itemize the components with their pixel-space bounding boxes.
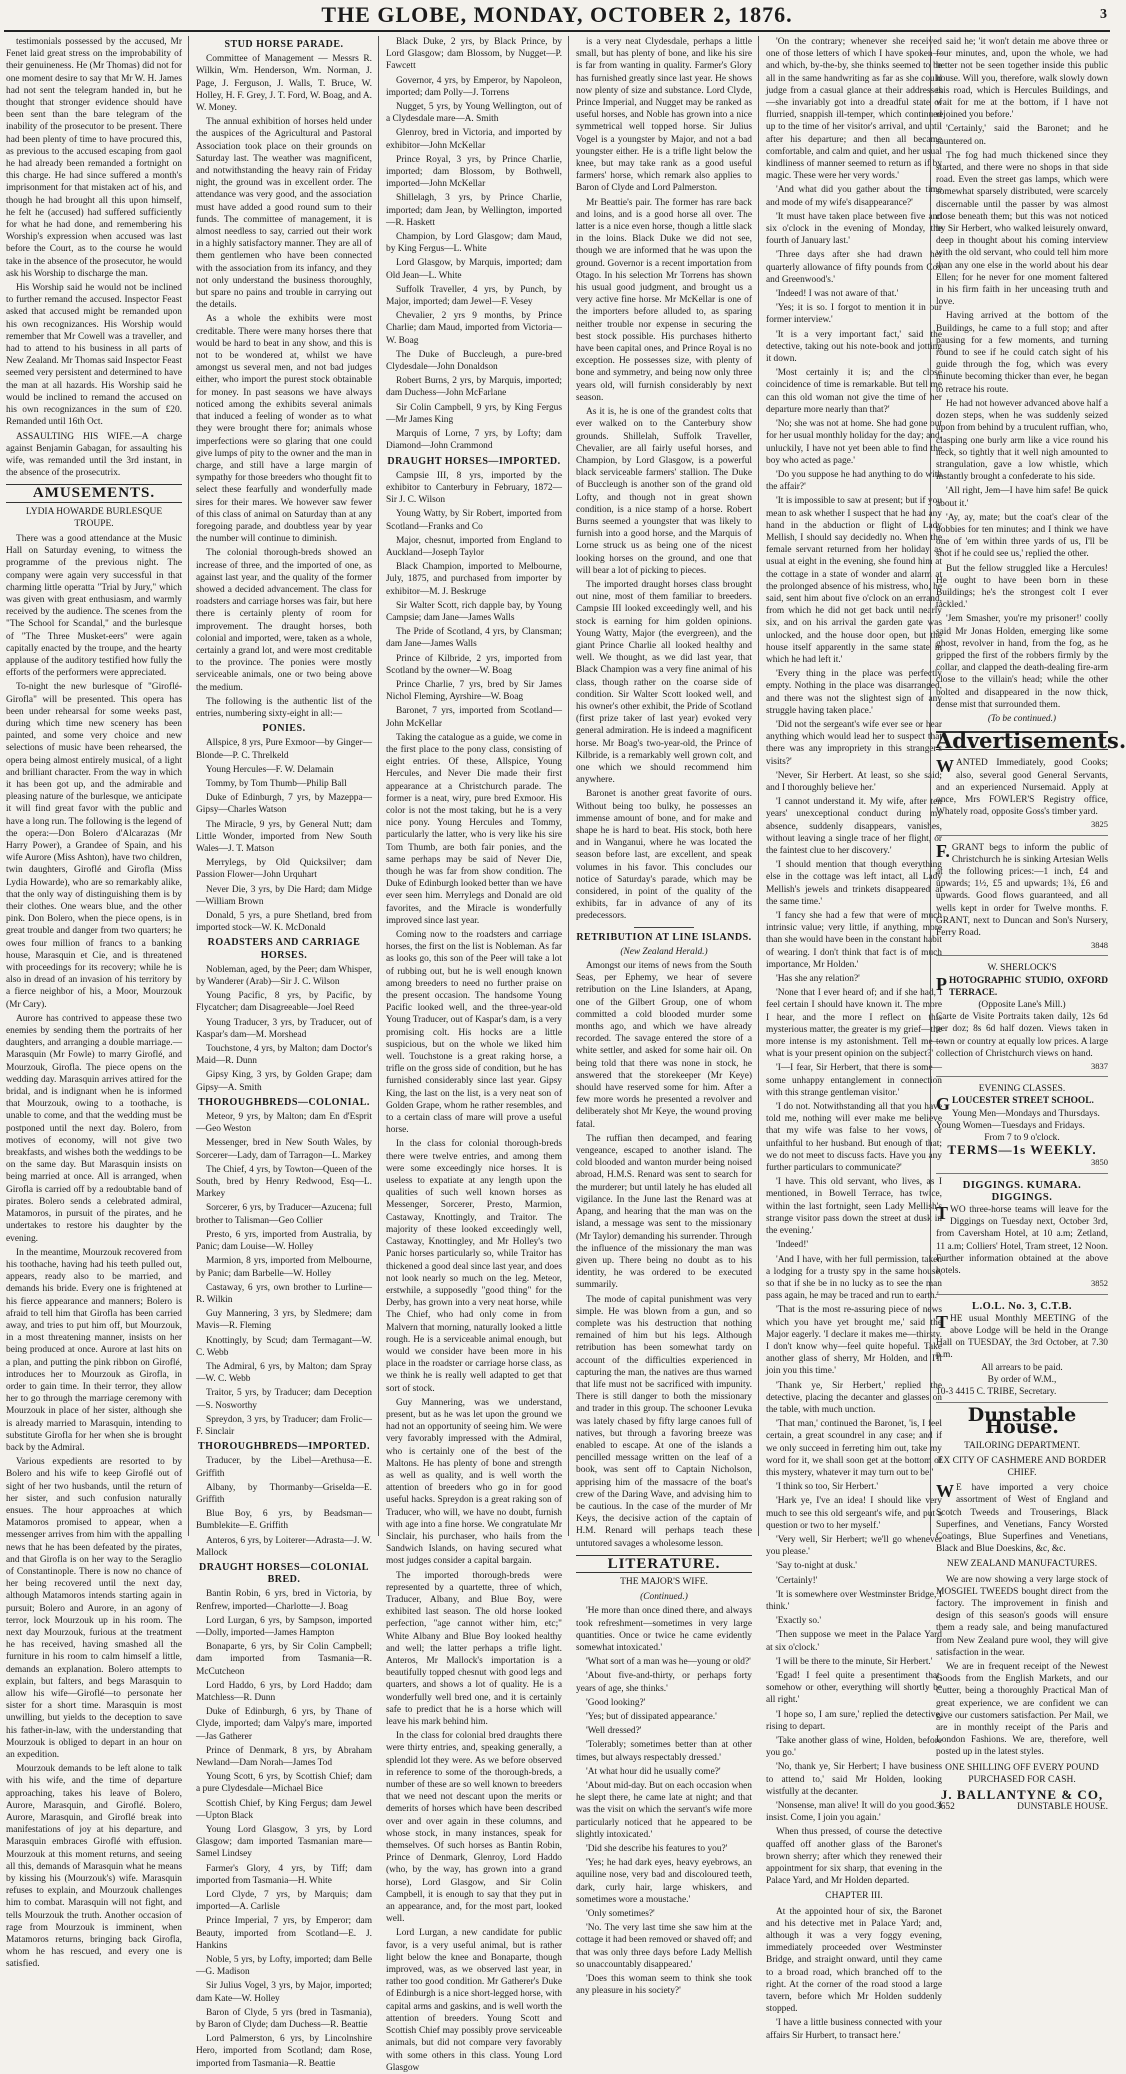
paragraph: Scottish Chief, by King Fergus; dam Jewel—Upton Black	[196, 1798, 372, 1821]
paragraph: 'Very well, Sir Herbert; we'll go whenever you please.'	[766, 1534, 942, 1558]
paragraph: Nobleman, aged, by the Peer; dam Whisper, by Wanderer (Arab)—Sir J. C. Wilson	[196, 964, 372, 988]
paragraph: As it is, he is one of the grandest colts that ever walked on to the Canterbury show grounds. Shillelah, Suffolk Traveller, Chevalier, are all fairly useful horses, and Champion, by Lord Glasgow, is a powerful black serviceable farmers' stallion. The Duke of Buccleugh is another son of the grand old Lofty, and though not in great shown condition, is a nice stamp of a horse. Robert Burns seemed a youngster that was likely to furnish into a good horse, and the Marquis of Lorne struck us as being one of the nicest looking horses on the ground, and one that will bear a lot of picking to pieces.	[576, 407, 752, 576]
paragraph: Bantin Robin, 6 yrs, bred in Victoria, by Renfrew, imported—Charlotte—J. Boag	[196, 1589, 372, 1612]
story-end: (To be continued.)	[987, 713, 1057, 724]
paragraph: 'I cannot understand it. My wife, after ten years' unexceptional conduct during my absence, suddenly disappears, vanishes, without leaving a single trace of her flight, or the faintest clue to her discovery.'	[766, 797, 942, 856]
drop-cap: G	[936, 1094, 951, 1115]
paragraph: Spreydon, 3 yrs, by Traducer; dam Frolic—F. Sinclair	[196, 1414, 372, 1437]
paragraph: Robert Burns, 2 yrs, by Marquis, imported; dam Duchess—John McFarlane	[386, 376, 562, 399]
paragraph: 'Do you suppose he had anything to do with the affair?'	[766, 469, 942, 493]
paragraph: Having arrived at the bottom of the Buildings, he came to a full stop; and after pausing for a few moments, and turning round to see if he could catch sight of his guide through the fog, which was every minute becoming thicker than ever, he began to retrace his route.	[936, 311, 1108, 395]
stud-heading: STUD HORSE PARADE.	[224, 39, 344, 50]
paragraph: Traducer, by the Libel—Arethusa—E. Griffith	[196, 1456, 372, 1479]
paragraph: Champion, by Lord Glasgow; dam Maud, by King Fergus—L. White	[386, 232, 562, 255]
paragraph: 'I do not. Notwithstanding all that you have told me, nothing will ever make me believe that my wife was false to her vows, or unfaithful to her husband. But enough of that; we do not meet to discuss facts. Have you any further particulars to communicate?'	[766, 1102, 942, 1174]
paragraph: Governor, 4 yrs, by Emperor, by Napoleon, imported; dam Polly—J. Torrens	[386, 75, 562, 98]
paragraph: 'Never, Sir Herbert. At least, so she said; and I thoroughly believe her.'	[766, 770, 942, 793]
paragraph: 'Exactly so.'	[776, 1616, 822, 1627]
lydia-article	[6, 533, 182, 1971]
paragraph: Knottingly, by Scud; dam Termagant—W. C. Webb	[196, 1335, 372, 1358]
page-number: 3	[1100, 7, 1108, 22]
paragraph: Touchstone, 4 yrs, by Malton; dam Doctor's Maid—R. Dunn	[196, 1044, 372, 1067]
ad-text: ANTED Immediately, good Cooks; also, several good General Servants, and an experienced Nursemaid. Apply at once, Mrs FOWLER'S Registry office, Whately road, opposite Goss's timber yard.	[936, 758, 1108, 818]
dunstable-offer: ONE SHILLING OFF EVERY POUND PURCHASED FOR CASH.	[945, 1762, 1099, 1785]
paragraph: Lord Clyde, 7 yrs, by Marquis; dam imported—A. Carlisle	[196, 1890, 372, 1913]
paragraph: Coming now to the roadsters and carriage horses, the first on the list is Nobleman. As far as looks go, this son of the Peer will take a lot of rubbing out, but he is well enough known among breeders to need no further praise on the present occasion. The handsome Young Pacific looked well, and the three-year-old Young Traducer, out of Kaspar's dam, is a very promising colt. His hocks are a little suspicious, but on the whole we liked him well. Touchstone is a great raking horse, a trifle on the gross side of condition, but he has furnished considerably since last year. Gipsy King, the last on the list, is a very neat son of Golden Grape, whom he rather resembles, and to a certain class of mare will prove a useful horse.	[386, 930, 562, 1136]
paragraph: The imported thorough-breds were represented by a quartette, three of which, Traducer, Albany, and Blue Boy, were exhibited last season. The old horse looked perfection, "age cannot wither him, etc;" White Albany and Blue Boy looked healthy and well; the latter perhaps a trifle light. Anteros, Mr Mallock's importation is a beautifully topped chesnut with good legs and quarters, and shows a lot of quality. He is a wonderfully well bred one, and it is certainly safe to predict that he is a horse which will leave his mark behind him.	[386, 1570, 562, 1728]
stud-intro	[196, 53, 372, 720]
paragraph: Meteor, 9 yrs, by Malton; dam En d'Esprit—Geo Weston	[196, 1112, 372, 1135]
paragraph: Baron of Clyde, 5 yrs (bred in Tasmania), by Baron of Clyde; dam Duchess—R. Beattie	[196, 2007, 372, 2031]
paragraph: 'It is somewhere over Westminster Bridge, I think.'	[766, 1589, 942, 1612]
paragraph: But the fellow struggled like a Hercules! He ought to have been born in these Buildings; he's the strongest colt I ever tackled.'	[936, 563, 1108, 611]
paragraph: Taking the catalogue as a guide, we come in the first place to the pony class, consisting of eight entries. Of these, Allspice, Young Hercules, and Never Die made their first appearance at a Christchurch parade. The former is a neat, wiry, pure bred Exmoor. His color is not the most taking, but he is a very nice pony. Young Hercules and Tommy, particularly the latter, who is very like his sire Tom Thumb, are both fair ponies, and the same perhaps may be said of Never Die, though he was far from show condition. The Duke of Edinburgh looked better than we have ever seen him. Merrylegs and Donald are old favorites, and the Miracle is wonderfully improved since last year.	[386, 732, 562, 926]
paragraph: Guy Mannering, 3 yrs, by Sledmere; dam Mavis—R. Fleming	[196, 1309, 372, 1332]
paragraph: 'Certainly!'	[776, 1575, 818, 1586]
paragraph: Young Hercules—F. W. Delamain	[206, 764, 334, 775]
paragraph: 'It must have taken place between five and six o'clock in the evening of Monday, the fourth of January last.'	[766, 211, 942, 247]
ad-text: GRANT begs to inform the public of Christchurch he is sinking Artesian Wells at the following prices:—1 inch, £4 and upwards; 1½, £5 and upwards; 1¾, £6 and upwards. Good flows guaranteed, and all wells kept in order for Twelve months. F. GRANT, next to Duncan and Son's Nursery, Ferry Road.	[936, 842, 1108, 939]
dunstable-footer	[936, 1801, 1108, 1813]
masthead-rule	[4, 30, 1110, 32]
paragraph: Presto, 6 yrs, imported from Australia, by Panic; dam Louise—W. Holley	[196, 1229, 372, 1253]
paragraph: 'Only sometimes?'	[586, 1909, 655, 1920]
ad-school: LOUCESTER STREET SCHOOL.	[952, 1096, 1094, 1107]
paragraph: 'All right, Jem—I have him safe! Be quick about it.'	[936, 486, 1108, 509]
column-rule	[378, 36, 379, 1536]
drop-cap: T	[936, 1203, 949, 1224]
imported-heading: THOROUGHBREDS—IMPORTED.	[198, 1441, 370, 1453]
paragraph: Suffolk Traveller, 4 yrs, by Punch, by Major, imported; dam Jewel—F. Vesey	[386, 284, 562, 308]
drop-cap: W	[936, 1481, 954, 1502]
paragraph: There was a good attendance at the Music Hall on Saturday evening, to witness the programme of the previous night. The company were again very successful in that charming little operatta "Trial by Jury," which was given with great enthusiasm, and warmly received by the audience. The scenes from the "The School for Scandal," and the burlesque of "The Three Musket-eers" were again capitally enacted by the troupe, and the hearty applause of the auditory testified how fully the efforts of the performers were appreciated.	[6, 533, 182, 679]
paragraph: Allspice, 8 yrs, Pure Exmoor—by Ginger—Blonde—P. C. Threlkeld	[196, 738, 372, 761]
ad-name: W. SHERLOCK'S	[987, 963, 1057, 974]
paragraph: 'Hark ye, I've an idea! I should like very much to see this old sergeant's wife, and put a question or two to her myself.'	[766, 1496, 942, 1531]
paragraph: Lord Palmerston, 6 yrs, by Lincolnshire Hero, imported from Scotland; dam Rose, imported from Tasmania—R. Beattie	[196, 2034, 372, 2069]
ad-title: HOTOGRAPHIC STUDIO, OXFORD TERRACE.	[949, 975, 1108, 998]
drop-cap: P	[936, 973, 947, 994]
paragraph: 'That man,' continued the Baronet, 'is, I feel certain, a great scoundrel in any case; and if we only succeed in ferreting him out, take my word for it, we shall soon get at the bottom of this mystery, whatever it may turn out to be.'	[766, 1419, 942, 1478]
drop-cap: T	[936, 1311, 949, 1332]
column-4	[576, 36, 752, 1997]
paragraph: 'Egad! I feel quite a presentiment that, somehow or other, everything will shortly be all right.'	[766, 1671, 942, 1706]
paragraph: At the appointed hour of six, the Baronet and his detective met in Palace Yard; and, although it was a very foggy evening, immediately proceeded over Westminster Bridge, and straight onward, until they came to a broad road, which branched off to the right. At the corner of the road stood a large tavern, before which Mr Holden suddenly stopped.	[766, 1906, 942, 2015]
ad-text: WO three-horse teams will leave for the Diggings on Tuesday next, October 3rd, from Caversham Hotel, at 10 a.m; Zetland, 11 a.m; Colliers' Hotel, Tram street, 12 Noon. Further information obtained at the above hotels.	[936, 1205, 1108, 1277]
paragraph: 'It is a very important fact,' said the detective, taking out his note-book and jotting it down.	[766, 329, 942, 365]
paragraph: Donald, 5 yrs, a pure Shetland, bred from imported stock—W. K. McDonald	[196, 911, 372, 934]
paragraph: Lord Lurgan, 6 yrs, by Sampson, imported—Dolly, imported—James Hampton	[196, 1615, 372, 1638]
paragraph: 'I think so too, Sir Herbert.'	[776, 1482, 879, 1493]
paragraph: The Duke of Buccleugh, a pure-bred Clydesdale—John Donaldson	[386, 349, 562, 373]
paragraph: To-night the new burlesque of "Giroflé-Girofla" will be presented. This opera has been under rehearsal for some weeks past, during which time new scenery has been painted, and some very choice and new selections of music have been rehearsed, the opera being almost entirely musical, of a light and brilliant character. From the way in which it has been got up, and the admirable and pleasing nature of the burlesque, we anticipate it will find great favor with the public and have a long run. The following is the legend of the opera:—Don Bolero d'Alcarazas (Mr Harry Power), a Grandee of Spain, and his wife Aurore (Miss Ashton), have two children, twin daughters, Giroflé and Girofla (Miss Lydia Howarde), who are so remarkably alike, that the only way of distinguishing them is by their clothes. One wears blue, and the other pink. Don Bolero, when the piece opens, is in great trouble and danger from two quarters; he owes four million of francs to a banking house, Marasquin et Cie, and is threatened with proceedings for its recovery; while he is also in dread of an invasion of his territory by a fierce neighbor of his, a Moor, Mourzouk (Mr Cary).	[6, 682, 182, 1010]
paragraph: Farmer's Glory, 4 yrs, by Tiff; dam imported from Tasmania—H. White	[196, 1863, 372, 1886]
paragraph: The ruffian then decamped, and fearing vengeance, escaped to another island. The cold blooded and wanton murder being noised abroad, H.M.S. Renard was sent to search for the murderer; but until lately he has eluded all vigilance. In the June last the Renard was at Apang, and hearing that the man was on the island, a message was sent to the missionary (Mr Taylor) demanding his surrender. Through the influence of the missionary the man was given up. There being no doubt as to his identity, he was ordered to be executed summarily.	[576, 1133, 752, 1291]
draught-imported-list	[386, 470, 562, 730]
retribution-source: (New Zealand Herald.)	[620, 946, 708, 957]
paragraph: 'What sort of a man was he—young or old?'	[586, 1657, 751, 1668]
paragraph: 'That is the most re-assuring piece of news which you have yet brought me,' said the Major eagerly. 'I declare it makes me—thirsty. I don't know why—feel quite hopeful. Take another glass of sherry, Mr Holden, and I'll join you this time.'	[766, 1305, 942, 1377]
stud-review	[386, 732, 562, 2074]
story-text-3	[936, 36, 1108, 711]
paragraph: 'Three days after she had drawn her quarterly allowance of fifty pounds from Cox and Greenwood's.'	[766, 250, 942, 285]
paragraph: Glenroy, bred in Victoria, and imported by exhibitor—John McKellar	[386, 128, 562, 151]
ad-ref: 3848	[1091, 940, 1108, 951]
chapter-text	[766, 1906, 942, 2042]
paragraph: 'And what did you gather about the time and mode of my wife's disappearance?'	[766, 185, 942, 208]
column-rule	[930, 36, 931, 1536]
paragraph: Baronet is another great favorite of ours. Without being too bulky, he possesses an immense amount of bone, and for make and shape he is hard to beat. His stock, both here and in Wanganui, where he was located the season before last, are excellent, and speak volumes in his favor. This concludes our notice of Saturday's parade, which may be considered, in point of the quality of the exhibits, far in advance of any of its predecessors.	[576, 789, 752, 922]
dunstable-dept: TAILORING DEPARTMENT.	[964, 1440, 1080, 1451]
paragraph: Marmion, 8 yrs, imported from Melbourne, by Panic; dam Barbelle—W. Holley	[196, 1256, 372, 1279]
paragraph: 'I will be there to the minute, Sir Herbert.'	[776, 1656, 933, 1667]
ad-evening-classes	[936, 1080, 1108, 1173]
paragraph: 'None that I ever heard of; and if she had, I feel certain I should have known it. The more I hear, and the more I reflect on this mysterious matter, the greater is my grief—the more intense is my astonishment. Tell me—what is your present opinion on the subject?'	[766, 988, 942, 1060]
paragraph: 'Indeed!'	[776, 1240, 809, 1251]
ad-order: By order of W.M.,	[987, 1374, 1057, 1385]
ad-address: (Opposite Lane's Mill.)	[978, 1000, 1066, 1011]
ponies-list	[196, 737, 372, 934]
paragraph: Nugget, 5 yrs, by Young Wellington, out of a Clydesdale mare—A. Smith	[386, 102, 562, 125]
paragraph: 'I have. This old servant, who lives, as I mentioned, in Bowell Terrace, has twice, within the last fortnight, seen Lady Mellish's strange visitor pass down the street at dusk in the evening.'	[766, 1177, 942, 1237]
paragraph: Young Watty, by Sir Robert, imported from Scotland—Franks and Co	[386, 509, 562, 532]
paragraph: Traitor, 5 yrs, by Traducer; dam Deception—S. Nosworthy	[196, 1388, 372, 1411]
ad-grant	[936, 839, 1108, 957]
paragraph: 'Did not the sergeant's wife ever see or hear anything which would lead her to suspect that there was any impropriety in this stranger's visits?'	[766, 719, 942, 767]
paragraph: 'I hope so, I am sure,' replied the detective, rising to depart.	[766, 1709, 942, 1732]
paragraph: The annual exhibition of horses held under the auspices of the Agricultural and Pastoral Association took place on their grounds on Saturday last. The weather was magnificent, and notwithstanding the heavy rain of Friday night, the ground was in excellent order. The attendance was very good, and the association must have added a good round sum to their funds. The committee of management, it is almost needless to say, carried out their work in a highly satisfactory manner. They are all of them gentlemen who have been connected with the association from its infancy, and they not only understand the business thoroughly, but spare no pains and trouble in carrying out the details.	[196, 117, 372, 311]
ad-sign: 10-3 4415 C. TRIBE, Secretary.	[936, 1386, 1057, 1397]
paragraph: 'No. The very last time she saw him at the cottage it had been removed or shaved off; and that was only three days before Lady Mellish so unaccountably disappeared.'	[576, 1923, 752, 1970]
paragraph: The following is the authentic list of the entries, numbering sixty-eight in all:—	[196, 696, 372, 719]
paragraph: 'Tolerably; sometimes better than at other times, but always respectably dressed.'	[576, 1740, 752, 1763]
paragraph: 'Yes; he had dark eyes, heavy eyebrows, an aquiline nose, very bad and discoloured teeth, dark, curly hair, large whiskers, and sometimes wore a moustache.'	[576, 1858, 752, 1905]
paragraph: 'And I have, with her full permission, taken a lodging for a trusty spy in the same house, so that if she be in no lucky as to see the man pass again, he may be traced and run to earth.'	[766, 1254, 942, 1302]
paragraph: 'Did she describe his features to you?'	[586, 1844, 728, 1855]
ad-sherlock	[936, 959, 1108, 1077]
paragraph: 'On the contrary; whenever she received one of those letters of which I have spoken—and which, by-the-by, she thinks seemed to be all in the same handwriting as far as she could judge from a casual glance at their addresses—she invariably got into a dreadful state of flurried, snappish ill-temper, which continued up to the time of her visitor's arrival, and until after his departure; and then all became comfortable, and calm and quiet, and her usual kindliness of manner seemed to return as if by magic. These were her very words.'	[766, 37, 942, 182]
court-report	[6, 36, 182, 479]
paragraph: 'I—I fear, Sir Herbert, that there is some—some unhappy entanglement in connection with this strange gentleman visitor.'	[766, 1063, 942, 1098]
paragraph: Chevalier, 2 yrs 9 months, by Prince Charlie; dam Maud, imported from Victoria—W. Boag	[386, 311, 562, 346]
paragraph: The Pride of Scotland, 4 yrs, by Clansman; dam Jane—James Walls	[386, 627, 562, 650]
paragraph: 'At what hour did he usually come?'	[586, 1766, 721, 1777]
paragraph: Mr Beattie's pair. The former has rare back and loins, and is a good horse all over. The latter is a nice even horse, though a little slack in the loins. Black Duke we did not see, though we are informed that he was upon the ground. Governor is a recent importation from Otago. In his selection Mr Torrens has shown his usual good judgment, and brought us a very active fine horse. Mr McKellar is one of the importers before alluded to, as sparing neither trouble nor expense in securing the best stock possible. His purchases hitherto have been capital ones, and Prince Royal is no exception. He possesses size, with plenty of bone and symmetry, and being now only three years old, will furnish considerably by next season.	[576, 197, 752, 403]
dunstable-house: DUNSTABLE HOUSE.	[1017, 1802, 1108, 1813]
column-2	[196, 36, 372, 2069]
paragraph: Marquis of Lorne, 7 yrs, by Lofty; dam Diamond—John Crammond	[386, 429, 562, 452]
ad-line: Young Women—Tuesdays and Fridays.	[936, 1120, 1085, 1131]
paragraph: His Worship said he would not be inclined to further remand the accused. Inspector Feast asked that accused might be remanded upon his own recognizances. His Worship would remember that Mr Cowell was a traveller, and had to attend to his business in all parts of New Zealand. Mr Thomas said Inspector Feast seemed very persistent and determined to have the man at all hazards. His Worship said he would be inclined to remand the accused on his own recognizances in the sum of £20. Remanded until 16th Oct.	[6, 283, 182, 428]
paragraph: 'Jem Smasher, you're my prisoner!' coolly said Mr Jonas Holden, emerging like some ghost, revolver in hand, from the fog, as he gripped the first of the robbers firmly by the collar, and clapped the death-dealing fire-arm close to the villain's head; while the other bolted and disappeared in the now thick, dense mist that surrounded them.	[936, 614, 1108, 710]
ad-hours: From 7 to 9 o'clock.	[984, 1133, 1060, 1144]
story-continued: (Continued.)	[640, 1592, 688, 1603]
paragraph: Prince of Denmark, 8 yrs, by Abraham Newland—Dam Norah—James Tod	[196, 1745, 372, 1769]
paragraph: Anteros, 6 yrs, by Loiterer—Adrasta—J. W. Mallock	[196, 1535, 372, 1558]
paragraph: Black Duke, 2 yrs, by Black Prince, by Lord Glasgow; dam Blossom, by Nugget—P. Fawcett	[386, 37, 562, 72]
ad-arrears: All arrears to be paid.	[981, 1362, 1063, 1373]
paragraph: Campsie III, 8 yrs, imported by the exhibitor to Canterbury in February, 1872—Sir J. C. Wilson	[386, 470, 562, 506]
paragraph: 'Certainly,' said the Baronet; and he sauntered on.	[936, 124, 1108, 147]
paragraph: Major, chesnut, imported from England to Auckland—Joseph Taylor	[386, 535, 562, 558]
masthead	[0, 0, 1114, 30]
paragraph: Amongst our items of news from the South Seas, per Ephemy, we hear of severe retribution on the Line Islanders, at Apang, one of the Gilbert Group, one of whom committed a cold blooded murder some months ago, and which we have already recorded. The savage entered the store of a white settler, and asked for some hair oil. On being told that there was none in stock, he answered that the storekeeper (Mr Keye) should have reserved some for him. After a few more words he presented a revolver and deliberately shot Mr Keye, the wound proving fatal.	[576, 961, 752, 1130]
paragraph: The mode of capital punishment was very simple. He was blown from a gun, and so complete was his destruction that nothing remained of him but his legs. Although retribution has been somewhat tardy on account of the difficulties experienced in capturing the man, the natives are thus warned that life must not be sacrificed with impunity. There is still danger to both the missionary and trader in this group. The schooner Levuka was lately chased by fifty large canoes full of natives, but through a favoring breeze was enabled to escape. At one of the islands a pencilled message written on the leaf of a book, was sent off to Captain Nicholson, apprising him of the massacre of the boat's crew of the Daring Wave, and advising him to be cautious. In the case of the murder of Mr Keys, the decisive action of the captain of H.M. Renard will perhaps teach these untutored savages a wholesome lesson.	[576, 1294, 752, 1549]
story-title: THE MAJOR'S WIFE.	[620, 1576, 708, 1587]
masthead-title: THE GLOBE, MONDAY, OCTOBER 2, 1876.	[321, 2, 793, 27]
ad-ref: 3852	[1091, 1278, 1108, 1289]
paragraph: 'I fancy she had a few that were of much intrinsic value; very little, if anything, more than she would have been in the constant habit of wearing. I don't think that fact is of much importance, Mr Holden.'	[766, 911, 942, 970]
dunstable-p1: We are now showing a very large stock of MOSGIEL TWEEDS bought direct from the factory. The improvement in finish and design of this season's goods will ensure them a ready sale, and being manufactured from New Zealand pure wool, they will give satisfaction in the wear.	[936, 1574, 1108, 1658]
paragraph: The Admiral, 6 yrs, by Malton; dam Spray—W. C. Webb	[196, 1361, 372, 1385]
paragraph: Various expedients are resorted to by Bolero and his wife to keep Giroflé out of sight of her two husbands, until the return of her sister, and such confusion naturally ensues. The hour approaches at which Matamoros promised to appear, when a messenger arrives from him with the appalling news that he has been defeated by the pirates, and that Girofla is on her way to the Seraglio of Constantinople. There is now no chance of her being recovered until the next day, although Matamoros intends starting again in pursuit; Bolero and Aurore, in an agony of terror, lock Mourzouk up in his room. The next day Mourzouk, furious at the treatment he has received, having smashed all the furniture in his room to calm himself a little, demands an explanation. Bolero attempts to explain, but falters, and begs Marasquin to allow his wife—Giroflé—to personate her sister for a short time. Marasquin is most unwilling, but yields to the deception to save his father-in-law, with the understanding that Mourzouk is obliged to depart in an hour on an expedition.	[6, 1457, 182, 1761]
paragraph: The imported draught horses class brought out nine, most of them familiar to breeders. Campsie III looked exceedingly well, and his stock is earning for him golden opinions. Young Watty, Major (the evergreen), and the giant Prince Charlie all looked healthy and well. We thought, as we did last year, that Black Champion was a very fine animal of his class, though rather on the coarse side of condition. Sir Walter Scott looked well, and his owner's other exhibit, the Pride of Scotland (first prize taker of last year) evoked very general admiration. He is indeed a magnificent horse. Mr Boag's two-year-old, the Prince of Kilbride, is a remarkably well grown colt, and one which we should recommend him anywhere.	[576, 579, 752, 786]
paragraph: 'Most certainly it is; and the close coincidence of time is remarkable. But tell me can this old woman not give the time of her departure more nearly than that?'	[766, 368, 942, 415]
column-rule	[568, 36, 569, 1536]
imported-list	[196, 1455, 372, 1559]
paragraph: Mourzouk demands to be left alone to talk with his wife, and the time of departure approaching, takes his leave of Bolero, Aurore, Marasquin, and Giroflé. Bolero, Aurore, Marasquin, and Giroflé break into manifestations of joy at his departure, and Marasquin embraces Giroflé with effusion. Mourzouk at this moment returns, and seeing all this, demands of Marasquin what he means by kissing his (Mourzouk's) wife. Marasquin refuses to explain, and Mourzouk challenges him to combat. Marasquin will not fight, and tells Mourzouk the truth. Another occasion of rage from Mourzouk is imminent, when Matamoros returns, bringing back Girofla, whom he has rescued, and every one is satisfied.	[6, 1764, 182, 1970]
divider	[634, 927, 694, 928]
ad-diggings	[936, 1177, 1108, 1295]
paragraph: Never Die, 3 yrs, by Die Hard; dam Midge—William Brown	[196, 884, 372, 907]
ad-dunstable	[936, 1404, 1108, 1813]
paragraph: 'Thank ye, Sir Herbert,' replied the detective, placing the decanter and glasses on the table, with much unction.	[766, 1380, 942, 1415]
story-text	[576, 1605, 752, 1997]
dunstable-text: E have imported a very choice assortment of West of England and Scotch Tweeds and Trouserings, Black Superfines, and Venetians, Fancy Worsted Coatings, Blue Superfines and Venetians, Black and Blue Doeskins, &c, &c.	[936, 1483, 1108, 1555]
column-rule	[188, 36, 189, 1536]
paragraph: Sir Walter Scott, rich dapple bay, by Young Campsie; dam Jane—James Walls	[386, 600, 562, 623]
ad-wanted	[936, 754, 1108, 835]
ad-ref: 3652	[936, 1802, 955, 1813]
paragraph: Sorcerer, 6 yrs, by Traducer—Azucena; full brother to Talisman—Geo Collier	[196, 1203, 372, 1226]
paragraph: Merrylegs, by Old Quicksilver; dam Passion Flower—John Urquhart	[196, 858, 372, 881]
ad-title: L.O.L. No. 3, C.T.B.	[972, 1300, 1072, 1312]
ad-terms: TERMS—1s WEEKLY.	[947, 1142, 1097, 1158]
paragraph: 'Well dressed?'	[586, 1726, 642, 1737]
paragraph: Messenger, bred in New South Wales, by Sorcerer—Lady, dam of Tarragon—L. Markey	[196, 1138, 372, 1161]
story-text-2	[766, 36, 942, 1887]
review-continued	[576, 36, 752, 923]
retribution-heading: RETRIBUTION AT LINE ISLANDS.	[576, 931, 752, 943]
paragraph: Noble, 5 yrs, by Lofty, imported; dam Belle—G. Madison	[196, 1955, 372, 1978]
dunstable-p2: We are in frequent receipt of the Newest Goods from the English Markets, and our Cutter, being a thoroughly Practical Man of great experience, we are confident we can give our customers satisfaction. Per Mail, we are in monthly receipt of the Paris and London Fashions. We are, therefore, well posted up in the latest styles.	[936, 1661, 1108, 1758]
paragraph: 'It is impossible to saw at present; but if you mean to ask whether I suspect that he had any hand in the abduction or flight of Lady Mellish, I should say decidedly no. When the female servant returned from her holiday as usual at eight in the evening, she found him at the cottage in a state of wonder and alarm at the prolonged absence of his mistress, who, he said, sent him about five o'clock on an errand, from which he did not get back until nearly six, and on his arrival the garden gate was unlocked, and the house door open, but the house itself apparently in the same state in which he had left it.'	[766, 496, 942, 665]
ad-line: Young Men—Mondays and Thursdays.	[952, 1108, 1100, 1119]
paragraph: 'I have a little business connected with your affairs Sir Hurbert, to transact here.'	[766, 2018, 942, 2041]
paragraph: In the class for colonial thorough-breds there were twelve entries, and among them were some exceedingly nice horses. It is useless to expatiate at any length upon the qualities of such well known horses as Messenger, Sorcerer, Presto, Marmion, Castaway, Knottingly, and Traitor. The majority of these looked exceedingly well, Castaway, Knottingley, and Mr Holley's two Panic horses particularly so, while Traitor has thickened a good deal since last year, and does not look nearly so much on the leg. Meteor, erstwhile, a supposedly "good thing" for the Derby, has grown into a very neat horse, while The Chief, who had only come in from Malvern that morning, naturally looked a little rough. He is a serviceable animal enough, but would we consider have been more in his place in the roadster or carriage horse class, as we think he is really well adapted to get that sort of stock.	[386, 1139, 562, 1394]
dunstable-nz: NEW ZEALAND MANUFACTURES.	[946, 1559, 1098, 1570]
paragraph: Baronet, 7 yrs, imported from Scotland—John McKellar	[386, 706, 562, 729]
draught-colonial-list	[196, 1588, 372, 2070]
advertisements-heading: Advertisements.	[936, 728, 1126, 754]
paragraph: 'No, thank ye, Sir Herbert; I have business to attend to,' said Mr Holden, looking wistfully at the decanter.	[766, 1762, 942, 1797]
paragraph: The colonial thorough-breds showed an increase of three, and the imported of one, as against last year, and the quality of the former showed a decided advancement. The class for roadsters and carriage horses was fair, but here there is certainly plenty of room for improvement. The draught horses, both colonial and imported, were, taken as a whole, certainly a grand lot, and were most creditable to the province. The ponies were mostly serviceable animals, one or two being above the medium.	[196, 548, 372, 693]
paragraph: Young Pacific, 8 yrs, by Pacific, by Flycatcher; dam Disagreeable—Joel Reed	[196, 991, 372, 1014]
paragraph: In the meantime, Mourzouk recovered from his toothache, having had his teeth pulled out, appears, ready also to be married, and demands his bride. Every one is frightened at his fierce appearance and manners; Bolero is afraid to tell him that Girofla has been carried away, and tries to put him off, but Mourzouk, in a most threatening manner, insists on her being produced at once. Aurore at last hits on a plan, and putting the pink ribbon on Giroflé, introduces her to Mourzouk as Girofla, in order to gain time. In their terror, they allow her to go through the marriage ceremony with Mourzouk in place of her sister, although she is already married to Marasquin, intending to substitute Girofla for her when she is brought back by the Admiral.	[6, 1247, 182, 1453]
paragraph: Committee of Management — Messrs R. Wilkin, Wm. Henderson, Wm. Norman, J. Page, J. Ferguson, J. Walls, T. Bruce, W. Holley, H. F. Grey, J. T. Ford, W. Boag, and A. W. Money.	[196, 54, 372, 114]
paragraph: 'Good looking?'	[586, 1697, 646, 1708]
paragraph: As a whole the exhibits were most creditable. There were many horses there that would be hard to beat in any show, and this is not to be wondered at, whilst we have amongst us several men, and not bad judges either, who import the purest stock obtainable for money. In past seasons we have always noticed among the exhibits several animals that induced a feeling of wonder as to what they were brought there for; animals whose imperfections were so glaring that one could give lumps of pity to the owner and the man in charge, and still have a large margin of sympathy for those breeders who thought fit to select these fearfully and wonderfully made sires for their mares. We however saw fewer of this class of animal on Saturday than at any foregoing parade, and doubtless year by year the number will continue to diminish.	[196, 314, 372, 545]
paragraph: He had not however advanced above half a dozen steps, when he was suddenly seized upon from behind by a truculent ruffian, who, clasping one burly arm like a vice round his neck, so tightly that it well nigh amounted to strangulation, gave a low whistle, which instantly brought a confederate to his side.	[936, 398, 1108, 483]
paragraph: Lord Lurgan, a new candidate for public favor, is a very useful animal, but is rather light below the knee and Bonaparte, though improved, was, as we observed last year, in rather too good condition. Mr Gatherer's Duke of Edinburgh is a nice short-legged horse, with capital arms and gaskins, and is well worth the attention of breeders. Young Scott and Scottish Chief may possibly prove serviceable animals, but did not compare very favorably with some others in this class. Young Lord Glasgow	[386, 1928, 562, 2073]
paragraph: Prince Royal, 3 yrs, by Prince Charlie, imported; dam Blossom, by Bothwell, imported—John McKellar	[386, 154, 562, 190]
ad-text: HE usual Monthly MEETING of the above Lodge will be held in the Orange Hall on TUESDAY, the 3rd October, at 7.30 p.m.	[936, 1313, 1108, 1361]
paragraph: The Chief, 4 yrs, by Towton—Queen of the South, bred by Henry Redwood, Esq—L. Markey	[196, 1164, 372, 1200]
paragraph: Tommy, by Tom Thumb—Philip Ball	[206, 778, 347, 789]
lydia-heading: LYDIA HOWARDE BURLESQUE TROUPE.	[25, 506, 163, 529]
paragraph: testimonials possessed by the accused, Mr Fenet laid great stress on the improbability of their genuineness. He (Mr Thomas) did not for one moment desire to say that Mr W. H. James had not sent the telegram handed in, but he thought that stronger evidence should have been sent than the bare telegram of the inability of the prosecutor to be present. There had been plenty of time to have procured this, as previous to the accused escaping from gaol he had already been remanded a fortnight on this charge. He had since suffered a month's imprisonment for that mistaken act of his, and though he had brought all this upon himself, he felt he (accused) had suffered sufficiently for what he had done, and remembering his Worship's expression when accused was last before the Court, as to the course he would take in the absence of the prosecutor, he would ask his Worship to discharge the man.	[6, 37, 182, 279]
paragraph: 'Say to-night at dusk.'	[776, 1561, 857, 1572]
paragraph: 'Take another glass of wine, Holden, before you go.'	[766, 1736, 942, 1759]
paragraph: In the class for colonial bred draughts there were thirty entries, and, speaking generally, a splendid lot they were. As we before observed in reference to some of the thorough-breds, a number of these are so well known to breeders that we need not descant upon the merits or demerits of horses which have been described over and over again in these columns, and whose stock, in many instances, speak for themselves. Of such horses as Bantin Robin, Prince of Denmark, Glenroy, Lord Haddo (who, by the way, has grown into a grand horse), Lord Glasgow, and Sir Colin Campbell, it is enough to say that they put in an appearance, and, for the most part, looked well.	[386, 1731, 562, 1925]
ad-title: DIGGINGS. KUMARA. DIGGINGS.	[962, 1179, 1082, 1203]
paragraph: 'He more than once dined there, and always took refreshment—sometimes in very large quantities. Once or twice he came evidently somewhat intoxicated.'	[576, 1606, 752, 1653]
paragraph: 'Every thing in the place was perfectly empty. Nothing in the place was disarranged, and there was not the slightest sign of any struggle having taken place.'	[766, 669, 942, 716]
ponies-heading: PONIES.	[262, 723, 306, 735]
retribution-article	[576, 960, 752, 1550]
paragraph: Lord Haddo, 6 yrs, by Lord Haddo; dam Matchless—R. Dunn	[196, 1680, 372, 1703]
column-1	[6, 36, 183, 1970]
paragraph: Blue Boy, 6 yrs, by Beadsman—Bumblekite—E. Griffith	[196, 1509, 372, 1532]
paragraph: When thus pressed, of course the detective quaffed off another glass of the Baronet's brown sherry; after which they renewed their appointment for six sharp, that evening in the Palace Yard, and Mr Holden departed.	[766, 1827, 942, 1887]
column-3	[386, 36, 562, 2073]
literature-heading: LITERATURE.	[576, 1555, 752, 1573]
dunstable-title: Dunstable House.	[967, 1404, 1077, 1439]
roadsters-heading: ROADSTERS AND CARRIAGE HORSES.	[207, 937, 361, 961]
paragraph: The Miracle, 9 yrs, by General Nutt; dam Little Wonder, imported from New South Wales—J. T. Matson	[196, 819, 372, 854]
column-5	[766, 36, 942, 2041]
ad-ref: 3837	[1091, 1061, 1108, 1072]
colonial-list	[196, 1111, 372, 1438]
paragraph: Sir Colin Campbell, 9 yrs, by King Fergus—Mr James King	[386, 402, 562, 425]
paragraph: 'Yes; it is so. I forgot to mention it in our former interview.'	[766, 303, 942, 326]
ad-ref: 3850	[1091, 1157, 1108, 1168]
paragraph: Bonaparte, 6 yrs, by Sir Colin Campbell; dam imported from Tasmania—R. McCutcheon	[196, 1642, 372, 1677]
paragraph: 'Has she any relation?'	[776, 974, 860, 985]
paragraph: Black Champion, imported to Melbourne, July, 1875, and purchased from importer by exhibitor—M. J. Beskruge	[386, 562, 562, 597]
paragraph: Castaway, 6 yrs, own brother to Lurline—R. Wilkin	[196, 1282, 372, 1305]
paragraph: Gipsy King, 3 yrs, by Golden Grape; dam Gipsy—A. Smith	[196, 1070, 372, 1093]
chapter-heading: CHAPTER III.	[825, 1891, 883, 1902]
paragraph: Duke of Edinburgh, 6 yrs, by Thane of Clyde, imported; dam Valpy's mare, imported—Jas Gatherer	[196, 1707, 372, 1742]
ad-ref: 3825	[1091, 819, 1108, 830]
column-rule	[758, 36, 759, 1536]
paragraph: 'Then suppose we meet in the Palace Yard at six o'clock.'	[766, 1630, 942, 1653]
roadsters-list	[196, 964, 372, 1094]
draught-colonial-heading: DRAUGHT HORSES—COLONIAL BRED.	[199, 1561, 369, 1586]
paragraph: Shillelagh, 3 yrs, by Prince Charlie, imported; dam Jean, by Wellington, imported—R. Haskett	[386, 193, 562, 228]
ad-title: EVENING CLASSES.	[978, 1084, 1066, 1095]
column-6	[936, 36, 1126, 1813]
paragraph: 'No; she was not at home. She had gone out for her usual monthly holiday for the day; and, unluckily, I have not yet been able to find the boy who acted as page.'	[766, 419, 942, 466]
draught-continued-list	[386, 36, 562, 453]
dunstable-ex: EX CITY OF CASHMERE AND BORDER CHIEF.	[937, 1455, 1107, 1478]
colonial-heading: THOROUGHBREDS—COLONIAL.	[198, 1096, 370, 1108]
paragraph: Prince of Kilbride, 2 yrs, imported from Scotland by the owner—W. Boag	[386, 653, 562, 676]
paragraph: Prince Imperial, 7 yrs, by Emperor; dam Beauty, imported from Scotland—E. J. Hankins	[196, 1916, 372, 1951]
paragraph: Guy Mannering, was we understand, present, but as he was let upon the ground we had not an opportunity of seeing him. We were very favorably impressed with the Admiral, who is certainly one of the best of the Maltons. He has plenty of bone and strength as well as quality, and is well worth the attention of breeders who go in for good useful hacks. Spreydon is a great raking son of Traducer, who will, we have no doubt, furnish with age into a fine horse. We congratulate Mr Sinclair, his purchaser, who hails from the Sandwich Islands, on having secured what most judges consider a capital bargain.	[386, 1397, 562, 1567]
paragraph: 'Indeed! I was not aware of that.'	[776, 289, 899, 300]
paragraph: Prince Charlie, 7 yrs, bred by Sir James Nichol Fleming, Ayrshire—W. Boag	[386, 679, 562, 703]
draught-imported-heading: DRAUGHT HORSES—IMPORTED.	[387, 455, 561, 467]
paragraph: 'Nonsense, man alive! It will do you good. I insist. Come, I join you again.'	[766, 1801, 942, 1824]
paragraph: Young Traducer, 3 yrs, by Traducer, out of Kaspar's dam—M. Morshead	[196, 1017, 372, 1040]
amusements-heading: AMUSEMENTS.	[6, 484, 182, 502]
paragraph: ASSAULTING HIS WIFE.—A charge against Benjamin Gabagan, for assaulting his wife, was remanded until the 3rd instant, in the absence of the prosecutrix.	[6, 431, 182, 479]
ad-lodge	[936, 1298, 1108, 1404]
paragraph: Sir Julius Vogel, 3 yrs, by Major, imported; dam Kate—W. Holley	[196, 1981, 372, 2004]
paragraph: Young Lord Glasgow, 3 yrs, by Lord Glasgow; dam imported Tasmanian mare—Samel Lindsey	[196, 1825, 372, 1860]
drop-cap: F.	[936, 840, 950, 861]
paragraph: 'Does this woman seem to think she took any pleasure in his society?'	[576, 1974, 752, 1997]
paragraph: Albany, by Thormanby—Griselda—E. Griffith	[196, 1482, 372, 1505]
paragraph: 'I should mention that though everything else in the cottage was left intact, all Lady Mellish's jewels and trinkets disappeared at the same time.'	[766, 860, 942, 907]
ad-text: Carte de Visite Portraits taken daily, 12s 6d per doz; 8s 6d half dozen. Views taken in town or country at equally low prices. A large collection of Christchurch views on hand.	[936, 1012, 1108, 1059]
paragraph: 'Ay, ay, mate; but the coat's clear of the bobbies for ten minutes; and I think we have one of 'em within three yards of us, I'll be shot if he could see us,' replied the other.	[936, 512, 1108, 560]
paragraph: said he; 'it won't detain me above three or four minutes, and, upon the whole, we had better not be seen together inside this public house. Will you, therefore, walk slowly down this road, which is Hercules Buildings, and wait for me at the bottom, if I have not rejoined you before.'	[936, 37, 1108, 121]
paragraph: Young Scott, 6 yrs, by Scottish Chief; dam a pure Clydesdale—Michael Bice	[196, 1772, 372, 1795]
paragraph: is a very neat Clydesdale, perhaps a little small, but has plenty of bone, and like his sire is far from wanting in quality. Farmer's Glory has furnished greatly since last year. He shows now plenty of size and substance. Lord Clyde, Prince Imperial, and Nugget may be ranked as useful horses, and Noble has grown into a nice symmetrical well topped horse. Sir Julius Vogel is a youngster by Major, and not a bad youngster either. He is a trifle light below the knee, but may take rank as a good useful farmers' horse, which remark also applies to Baron of Clyde and Lord Palmerston.	[576, 37, 752, 194]
paragraph: Duke of Edinburgh, 7 yrs, by Mazeppa—Gipsy—Charles Watson	[196, 793, 372, 816]
paragraph: Lord Glasgow, by Marquis, imported; dam Old Jean—L. White	[386, 258, 562, 281]
dunstable-firm: J. BALLANTYNE & CO,	[940, 1787, 1104, 1803]
paragraph: The fog had much thickened since they started, and there were no shops in that side road. Even the street gas lamps, which were somewhat sparsely distributed, were scarcely discernable until the passer by was almost close beneath them; but this was not noticed by Sir Herbert, who walked leisurely onward, deep in thought about his coming interview with the old servant, who could tell him more than any one else in the world about his dear Ellen; for he never for one moment faltered in his firm faith in her unceasing truth and love.	[936, 150, 1108, 308]
paragraph: 'Yes; but of dissipated appearance.'	[586, 1712, 717, 1723]
paragraph: 'About mid-day. But on each occasion when he slept there, he came late at night; and that was the visit on which the servant's wife more particularly noticed that he appeared to be slightly intoxicated.'	[576, 1781, 752, 1840]
paragraph: Aurore has contrived to appease these two enemies by sending them the portraits of her daughters, and arranging a double marriage.—Marasquin (Mr Fowle) to marry Giroflé, and Mourzouk, Girofla. The piece opens on the wedding day. Marasquin arrives attired for the bridal, and is indignant when he is informed that Mourzouk, owing to a toothache, is unable to come, and that the wedding must be postponed until the next day. Bolero, from motives of economy, will not give two breakfasts, and wishes both the weddings to be on the same day. But Marasquin insists on being married at once. All is arranged, when Girofla is carried off by a redoubtable band of pirates. Bolero sends a celebrated admiral, Matamoros, in pursuit of the pirates, and he undertakes to restore his daughter by the evening.	[6, 1013, 183, 1244]
paragraph: 'About five-and-thirty, or perhaps forty years of age, she thinks.'	[576, 1671, 752, 1694]
drop-cap: W	[936, 756, 954, 777]
